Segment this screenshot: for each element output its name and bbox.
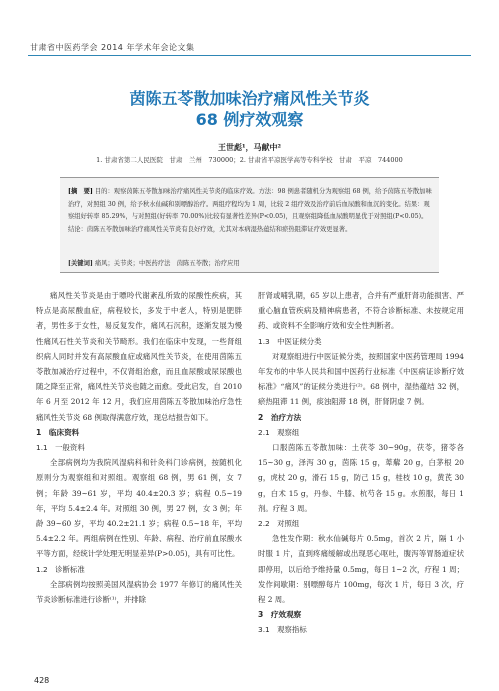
abstract — [68, 186, 432, 236]
section-heading: 2.1 观察组 — [258, 427, 300, 437]
abstract-label: [摘 要] — [68, 188, 93, 195]
body-paragraph: 肝肾或哺乳期，65 岁以上患者，合并有严重肝肾功能损害、严重心脑血管疾病及精神病患者，不符合诊断标准、未按规定用药、或资料不全影响疗效和安全性判断者。 — [258, 291, 464, 331]
right-column — [258, 288, 464, 638]
body-paragraph: 对观察组进行中医证候分类，按照国家中医药管理局 1994 年发布的中华人民共和国中医药行业标准《中医病证诊断疗效标准》“痛风”的证候分类进行⁽²⁾。68 例中，湿热蕴结 32 例，瘀热阻滞 11 例，痰浊阻滞 18 例，肝肾阴虚 7 例。 — [258, 351, 464, 407]
authors: 王世彪¹，马献中² — [217, 142, 281, 152]
body-paragraph: 急性发作期：秋水仙碱每片 0.5mg，首次 2 片，隔 1 小时服 1 片，直到疼痛缓解或出现恶心呕吐，腹泻等胃肠道症状即停用，以后给予维持量 0.5mg，每日 1~2 次，疗程 1 周；发作间歇期：别嘌醇每片 100mg，每次 1 片，每日 3 次，疗程 2 周。 — [258, 534, 464, 605]
paper-title-line1: 茵陈五苓散加味治疗痛风性关节炎 — [129, 89, 370, 108]
body-paragraph: 痛风性关节炎是由于嘌呤代谢紊乱所致的尿酸性疾病，其特点是高尿酸血症，病程较长，多发于中老人，特别是肥胖者，男性多于女性，易反复发作，痛风石沉积，逐渐发展为慢性痛风石性关节炎和关节畸形。我们在临床中发现，一些肾组织病人同时并发有高尿酸血症或痛风性关节炎，在使用茵陈五苓散加减治疗过程中，不仅肾组治愈，而且血尿酸或尿尿酸也随之降至正常，痛风性关节炎也随之而愈。受此启发，自 2010 年 6 月至 2012 年 12 月，我们应用茵陈五苓散加味治疗急性痛风性关节炎 68 例取得满意疗效，现总结报告如下。 — [36, 291, 242, 422]
section-heading: 2.2 对照组 — [258, 519, 300, 529]
section-heading: 2 治疗方法 — [258, 412, 302, 422]
section-heading: 1.2 诊断标准 — [36, 564, 85, 574]
body-paragraph: 口服茵陈五苓散加味：土茯苓 30~90g，茯苓，猪苓各 15~30 g，泽泻 30 g，茵陈 15 g，萆薢 20 g，白茅根 20 g，虎杖 20 g，滑石 15 g，防己 15 g，桂枝 10 g，黄芪 30 g，白术 15 g，丹参、牛膝、杭芍各 15 g。水煎服，每日 1 剂。疗程 3 周。 — [258, 443, 464, 513]
section-heading: 1 临床资料 — [36, 427, 80, 437]
affiliations: 1. 甘肃省第二人民医院 甘肃 兰州 730000；2. 甘肃省平凉医学高等专科学校 甘肃 平凉 744000 — [96, 156, 403, 164]
header-rule — [28, 55, 471, 56]
page-number: 428 — [34, 676, 50, 685]
body-paragraph: 全部病例均按照美国风湿病协会 1977 年修订的痛风性关节炎诊断标准进行诊断⁽¹⁾，并排除 — [36, 579, 242, 605]
paper-title-line2: 68 例疗效观察 — [195, 110, 304, 129]
abstract-body: 目的：观察茵陈五苓散加味治疗痛风性关节炎的临床疗效。方法：98 例患者随机分为观察组 68 例，给予茵陈五苓散加味治疗，对照组 30 例，给予秋水仙碱和别嘌醇治疗。两组疗程均为 1 周，比较 2 组疗效及治疗前后血尿酸和血沉的变化。结果：观察组好转率 85.29%，与对照组(好转率 70.00%)比较有显著性差异(P<0.05)，且观察组降低血尿酸明显优于对照组(P<0.05)。结论：茵陈五苓散加味治疗痛风性关节炎有良好疗效，尤其对本病湿热蕴结和瘀热阻滞证疗效更显著。 — [68, 188, 432, 233]
section-heading: 1.3 中医证候分类 — [258, 336, 322, 346]
left-column — [36, 288, 242, 607]
keywords-body: 痛风；关节炎；中医药疗法 茵陈五苓散；治疗应用 — [94, 260, 240, 267]
keywords — [68, 258, 432, 267]
section-heading: 3 疗效观察 — [258, 610, 302, 620]
keywords-label: [关键词] — [68, 260, 93, 267]
body-paragraph: 全部病例均为我院风湿病科和针灸科门诊病例，按随机化原则分为观察组和对照组。观察组 68 例，男 61 例，女 7 例；年龄 39~61 岁，平均 40.4±20.3 岁；病程 0.5~19 年，平均 5.4±2.4 年。对照组 30 例，男 27 例，女 3 例；年龄 39~60 岁，平均 40.2±21.1 岁；病程 0.5~18 年，平均 5.4±2.2 年。两组病例在性别、年龄、病程、治疗前血尿酸水平等方面，经统计学处理无明显差异(P>0.05)，具有可比性。 — [36, 458, 242, 559]
section-heading: 3.1 观察指标 — [258, 625, 307, 635]
section-heading: 1.1 一般资料 — [36, 443, 85, 453]
journal-header: 甘肃省中医药学会 2014 年学术年会论文集 — [30, 43, 195, 52]
